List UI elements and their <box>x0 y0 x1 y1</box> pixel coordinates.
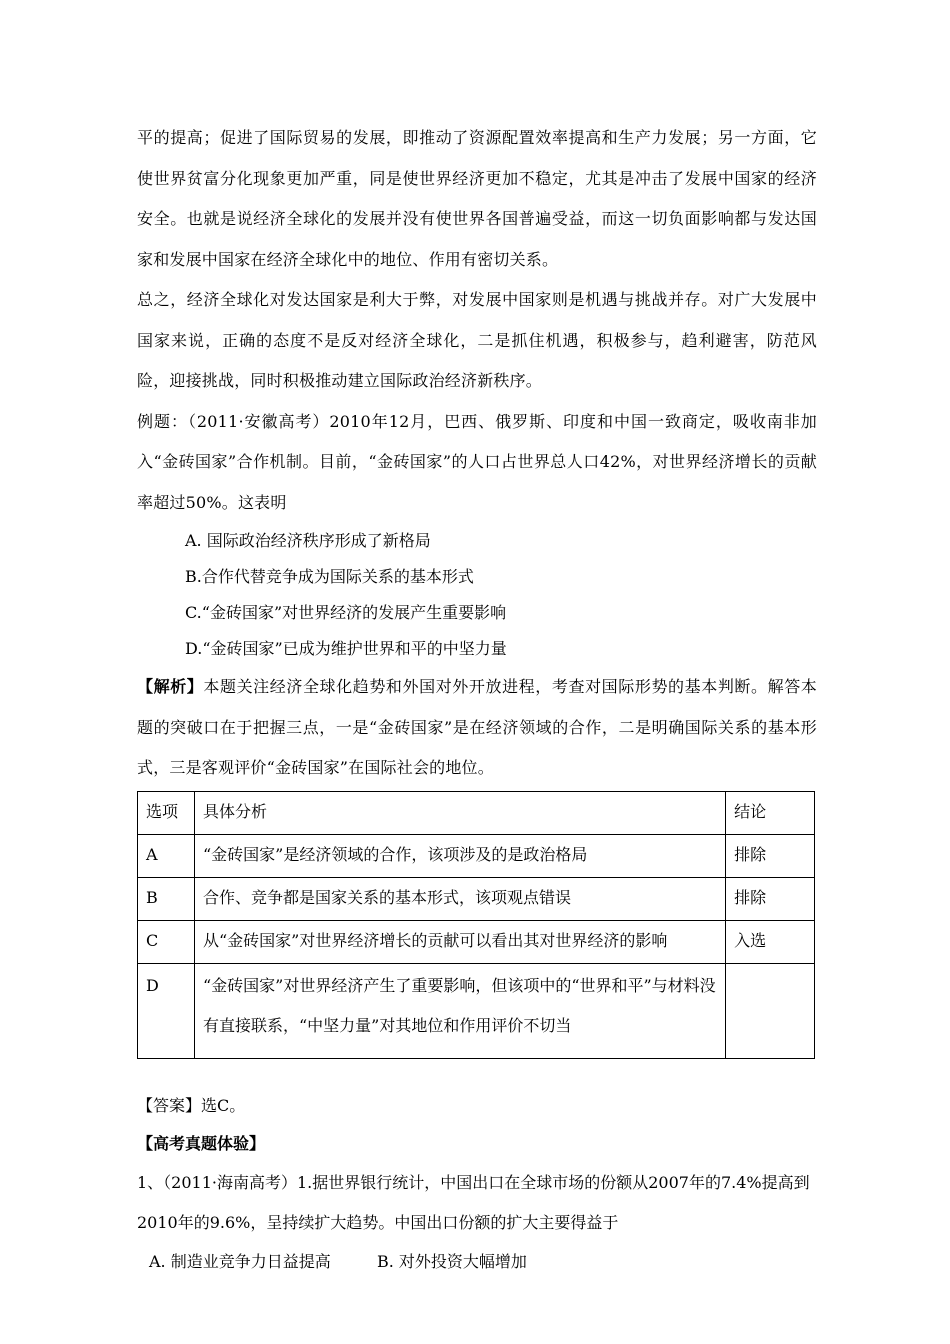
answer: 【答案】选C。 <box>137 1095 246 1115</box>
cell-conclusion: 排除 <box>726 834 815 877</box>
question-1: 1、（2011·海南高考）1.据世界银行统计，中国出口在全球市场的份额从2007年的7.4%提高到2010年的9.6%，呈持续扩大趋势。中国出口份额的扩大主要得益于 <box>137 1172 810 1232</box>
question-1-options <box>137 1243 817 1281</box>
cell-analysis: 合作、竞争都是国家关系的基本形式，该项观点错误 <box>194 877 725 920</box>
cell-option: B <box>138 877 195 920</box>
example-question: 例题：（2011·安徽高考）2010年12月，巴西、俄罗斯、印度和中国一致商定，吸收南非加入“金砖国家”合作机制。目前，“金砖国家”的人口占世界总人口42%，对世界经济增长的贡献率超过50%。这表明 <box>137 411 817 512</box>
option-b: B.合作代替竞争成为国际关系的基本形式 <box>185 567 474 586</box>
cell-conclusion: 入选 <box>726 920 815 963</box>
analysis-text: 本题关注经济全球化趋势和外国对外开放进程，考查对国际形势的基本判断。解答本题的突破口在于把握三点，一是“金砖国家”是在经济领域的合作，二是明确国际关系的基本形式，三是客观评价“金砖国家”在国际社会的地位。 <box>137 677 817 777</box>
header-conclusion: 结论 <box>726 791 815 834</box>
cell-analysis: “金砖国家”对世界经济产生了重要影响，但该项中的“世界和平”与材料没有直接联系，“中坚力量”对其地位和作用评价不切当 <box>194 963 725 1058</box>
cell-analysis: “金砖国家”是经济领域的合作，该项涉及的是政治格局 <box>194 834 725 877</box>
paragraph-summary: 总之，经济全球化对发达国家是利大于弊，对发展中国家则是机遇与挑战并存。对广大发展中国家来说，正确的态度不是反对经济全球化，二是抓住机遇，积极参与，趋利避害，防范风险，迎接挑战，同时积极推动建立国际政治经济新秩序。 <box>137 290 817 390</box>
table-row <box>138 834 815 877</box>
table-row <box>138 920 815 963</box>
table-row <box>138 877 815 920</box>
header-analysis: 具体分析 <box>194 791 725 834</box>
analysis-table <box>137 791 815 1059</box>
cell-conclusion: 排除 <box>726 877 815 920</box>
question-1-option-b: B. 对外投资大幅增加 <box>377 1251 527 1271</box>
analysis-paragraph <box>137 667 817 789</box>
option-d: D.“金砖国家”已成为维护世界和平的中坚力量 <box>185 639 507 658</box>
table-row <box>138 963 815 1058</box>
cell-option: C <box>138 920 195 963</box>
option-a: A. 国际政治经济秩序形成了新格局 <box>185 531 431 550</box>
analysis-tag: 【解析】 <box>137 677 204 696</box>
question-1-option-a: A. 制造业竞争力日益提高 <box>149 1251 331 1271</box>
paragraph-globalization-effects: 平的提高；促进了国际贸易的发展，即推动了资源配置效率提高和生产力发展；另一方面，它使世界贫富分化现象更加严重，同是使世界经济更加不稳定，尤其是冲击了发展中国家的经济安全。也就是说经济全球化的发展并没有使世界各国普遍受益，而这一切负面影响都与发达国家和发展中国家在经济全球化中的地位、作用有密切关系。 <box>137 128 817 269</box>
cell-analysis: 从“金砖国家”对世界经济增长的贡献可以看出其对世界经济的影响 <box>194 920 725 963</box>
option-c: C.“金砖国家”对世界经济的发展产生重要影响 <box>185 603 507 622</box>
cell-option: A <box>138 834 195 877</box>
example-options <box>137 523 817 667</box>
table-header-row <box>138 791 815 834</box>
cell-option: D <box>138 963 195 1058</box>
header-option: 选项 <box>138 791 195 834</box>
document-page <box>137 118 817 1281</box>
cell-conclusion <box>726 963 815 1058</box>
section-title: 【高考真题体验】 <box>137 1133 266 1153</box>
